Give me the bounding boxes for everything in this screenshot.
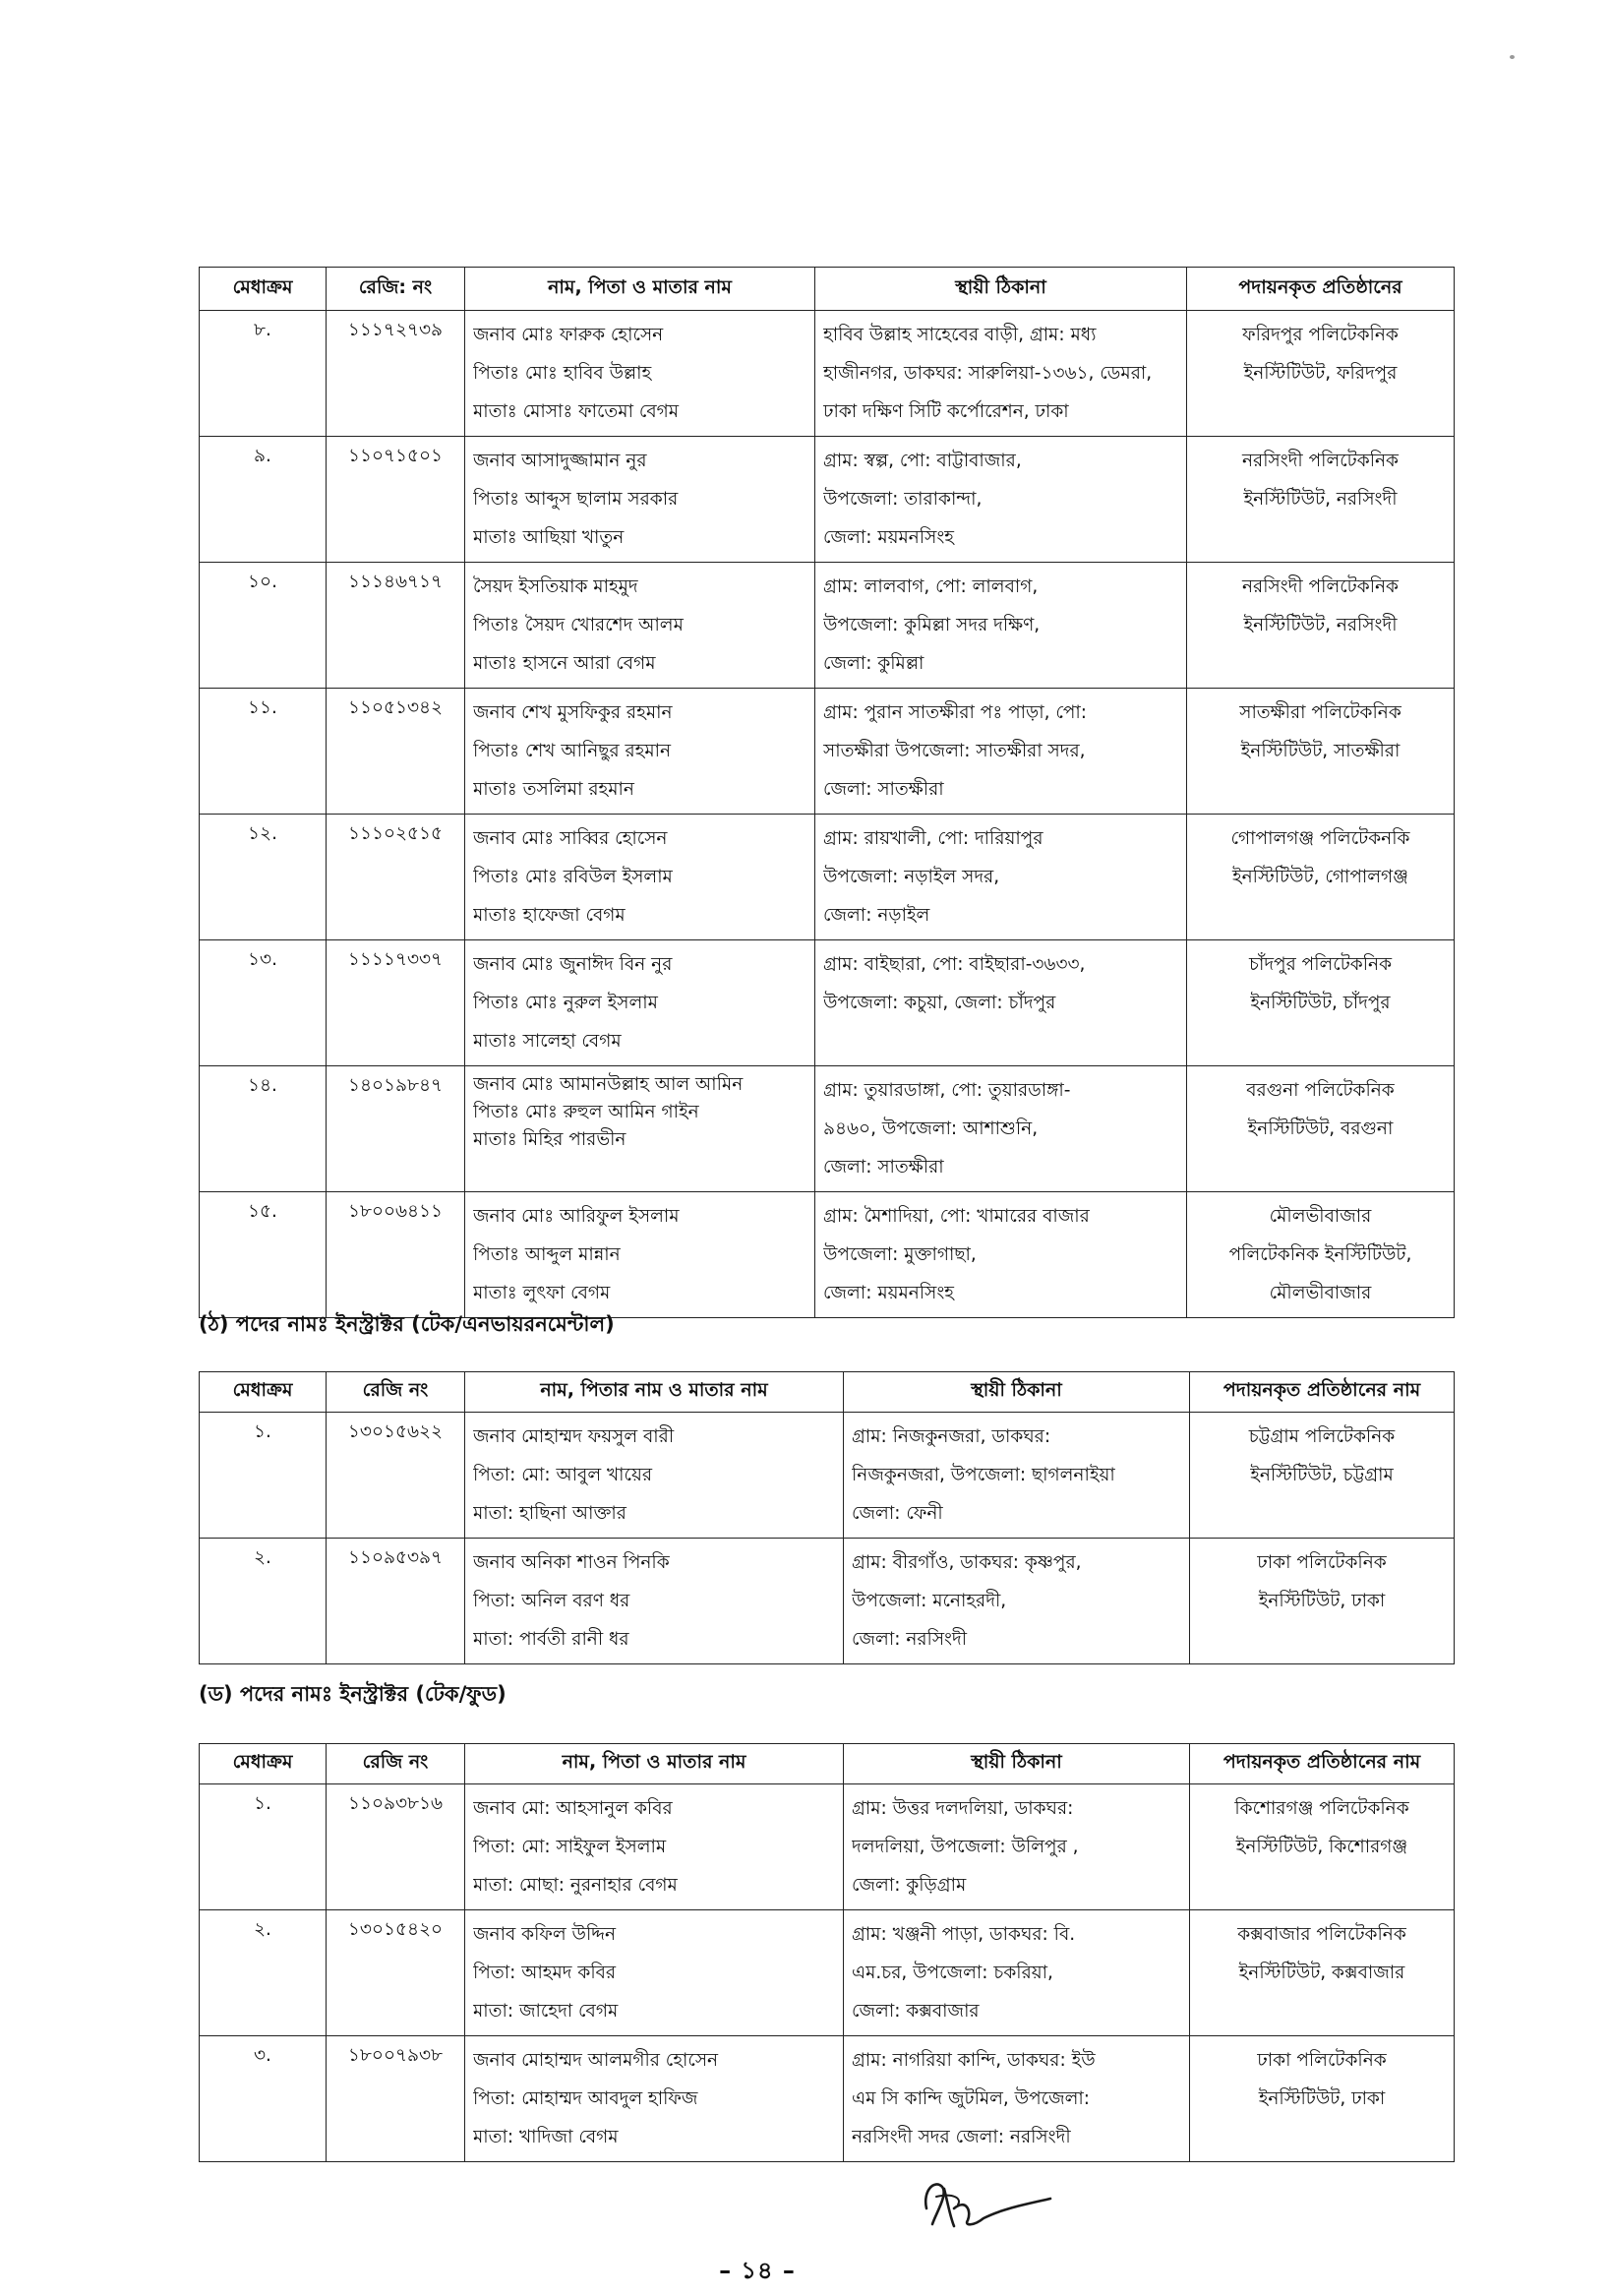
name-line: মাতাঃ লুৎফা বেগম	[473, 1283, 611, 1303]
table-row	[200, 1413, 1455, 1539]
name-line: পিতা: মোহাম্মদ আবদুল হাফিজ	[473, 2088, 698, 2109]
header-serial: মেধাক্রম	[200, 268, 327, 311]
posting-cell	[1190, 1910, 1455, 2036]
name-line: পিতা: অনিল বরণ ধর	[473, 1591, 630, 1611]
name-line: জনাব কফিল উদ্দিন	[473, 1924, 616, 1945]
posting-line: ইনস্টিটিউট, চাঁদপুর	[1250, 993, 1391, 1013]
name-cell	[465, 815, 815, 940]
address-line: জেলা: সাতক্ষীরা	[823, 779, 944, 800]
serial-cell: ১০.	[200, 563, 327, 689]
address-line: গ্রাম: রায়খালী, পো: দারিয়াপুর	[823, 828, 1044, 849]
name-line: পিতাঃ মোঃ নুরুল ইসলাম	[473, 993, 658, 1013]
table-header-row	[200, 1744, 1455, 1784]
section-title-food: (ড) পদের নামঃ ইনস্ট্রাক্টর (টেক/ফুড)	[199, 1682, 507, 1706]
address-cell	[815, 1066, 1187, 1192]
name-line: পিতাঃ মোঃ রবিউল ইসলাম	[473, 867, 673, 887]
reg-no-cell: ১১০৫১৩৪২	[327, 689, 465, 815]
posting-cell	[1187, 1192, 1455, 1318]
header-posting: পদায়নকৃত প্রতিষ্ঠানের নাম	[1190, 1372, 1455, 1413]
posting-line: ইনস্টিটিউট, ঢাকা	[1258, 1591, 1386, 1611]
table-row	[200, 1192, 1455, 1318]
posting-cell	[1187, 563, 1455, 689]
address-line: গ্রাম: উত্তর দলদলিয়া, ডাকঘর:	[852, 1798, 1074, 1819]
address-cell	[815, 689, 1187, 815]
table-row	[200, 2036, 1455, 2162]
posting-line: পলিটেকনিক ইনস্টিটিউট,	[1228, 1244, 1412, 1265]
posting-table-1	[199, 267, 1455, 1318]
table-row	[200, 689, 1455, 815]
name-line: জনাব মোঃ সাব্বির হোসেন	[473, 828, 668, 849]
header-reg-no: রেজি: নং	[327, 268, 465, 311]
posting-line: ঢাকা পলিটেকনিক	[1257, 2050, 1387, 2071]
name-line: মাতা: জাহেদা বেগম	[473, 2001, 619, 2022]
posting-cell	[1190, 1413, 1455, 1539]
address-line: নরসিংদী সদর জেলা: নরসিংদী	[852, 2127, 1071, 2147]
table-row	[200, 815, 1455, 940]
reg-no-cell: ১১১৪৬৭১৭	[327, 563, 465, 689]
address-line: উপজেলা: মনোহরদী,	[852, 1591, 1007, 1611]
address-line: জেলা: কুমিল্লা	[823, 653, 924, 674]
name-line: সৈয়দ ইসতিয়াক মাহমুদ	[473, 576, 638, 597]
name-line: জনাব মোহাম্মদ আলমগীর হোসেন	[473, 2050, 719, 2071]
address-line: গ্রাম: নিজকুনজরা, ডাকঘর:	[852, 1426, 1051, 1447]
address-cell	[815, 563, 1187, 689]
table-row	[200, 1784, 1455, 1910]
table-header-row	[200, 1372, 1455, 1413]
name-line: মাতাঃ তসলিমা রহমান	[473, 779, 634, 800]
header-serial: মেধাক্রম	[200, 1744, 327, 1784]
address-line: গ্রাম: তুয়ারডাঙ্গা, পো: তুয়ারডাঙ্গা-	[823, 1080, 1071, 1101]
address-line: ঢাকা দক্ষিণ সিটি কর্পোরেশন, ঢাকা	[823, 401, 1069, 422]
table-row	[200, 1066, 1455, 1192]
name-line: পিতাঃ শেখ আনিছুর রহমান	[473, 741, 672, 761]
posting-cell	[1187, 311, 1455, 437]
posting-line: মৌলভীবাজার	[1269, 1283, 1372, 1303]
name-cell	[465, 689, 815, 815]
name-cell	[465, 1192, 815, 1318]
serial-cell: ১১.	[200, 689, 327, 815]
name-line: মাতাঃ হাফেজা বেগম	[473, 905, 626, 926]
posting-cell	[1190, 2036, 1455, 2162]
name-cell	[465, 1066, 815, 1192]
name-line: জনাব মোঃ আমানউল্লাহ আল আমিন	[473, 1074, 744, 1095]
posting-line: কিশোরগঞ্জ পলিটেকনিক	[1234, 1798, 1409, 1819]
posting-line: ইনস্টিটিউট, সাতক্ষীরা	[1240, 741, 1401, 761]
posting-line: গোপালগঞ্জ পলিটেকনকি	[1230, 828, 1410, 849]
name-line: মাতাঃ মোসাঃ ফাতেমা বেগম	[473, 401, 680, 422]
address-line: উপজেলা: কচুয়া, জেলা: চাঁদপুর	[823, 993, 1056, 1013]
name-cell	[465, 940, 815, 1066]
posting-line: ঢাকা পলিটেকনিক	[1257, 1552, 1387, 1573]
reg-no-cell: ১১১৭২৭৩৯	[327, 311, 465, 437]
name-line: মাতাঃ আছিয়া খাতুন	[473, 527, 625, 548]
name-line: পিতা: মো: সাইফুল ইসলাম	[473, 1837, 667, 1857]
posting-cell	[1187, 940, 1455, 1066]
posting-line: ইনস্টিটিউট, ফরিদপুর	[1243, 363, 1398, 384]
address-cell	[815, 1192, 1187, 1318]
address-line: হাজীনগর, ডাকঘর: সারুলিয়া-১৩৬১, ডেমরা,	[823, 363, 1153, 384]
name-line: পিতাঃ মোঃ রুহুল আমিন গাইন	[473, 1102, 699, 1122]
name-line: জনাব অনিকা শাওন পিনকি	[473, 1552, 670, 1573]
serial-cell: ১৪.	[200, 1066, 327, 1192]
address-line: উপজেলা: কুমিল্লা সদর দক্ষিণ,	[823, 615, 1041, 635]
serial-cell: ২.	[200, 1539, 327, 1664]
address-cell	[815, 311, 1187, 437]
name-cell	[465, 1784, 844, 1910]
posting-line: চট্টগ্রাম পলিটেকনিক	[1248, 1426, 1396, 1447]
address-line: উপজেলা: মুক্তাগাছা,	[823, 1244, 977, 1265]
name-line: পিতাঃ আব্দুল মান্নান	[473, 1244, 621, 1265]
header-name: নাম, পিতার নাম ও মাতার নাম	[465, 1372, 844, 1413]
posting-line: ইনস্টিটিউট, নরসিংদী	[1243, 615, 1398, 635]
header-address: স্থায়ী ঠিকানা	[844, 1744, 1190, 1784]
name-line: জনাব শেখ মুসফিকুর রহমান	[473, 702, 673, 723]
address-cell	[844, 1784, 1190, 1910]
address-line: জেলা: কক্সবাজার	[852, 2001, 980, 2022]
header-posting: পদায়নকৃত প্রতিষ্ঠানের	[1187, 268, 1455, 311]
name-line: মাতাঃ হাসনে আরা বেগম	[473, 653, 656, 674]
posting-line: ইনস্টিটিউট, চট্টগ্রাম	[1250, 1465, 1394, 1485]
table-row	[200, 563, 1455, 689]
name-cell	[465, 1539, 844, 1664]
posting-cell	[1190, 1784, 1455, 1910]
address-line: এম সি কান্দি জুটমিল, উপজেলা:	[852, 2088, 1091, 2109]
serial-cell: ৮.	[200, 311, 327, 437]
section-title-environmental: (ঠ) পদের নামঃ ইনস্ট্রাক্টর (টেক/এনভায়রনমেন্টাল)	[199, 1312, 615, 1336]
header-serial: মেধাক্রম	[200, 1372, 327, 1413]
posting-cell	[1190, 1539, 1455, 1664]
address-cell	[815, 437, 1187, 563]
name-line: পিতা: আহমদ কবির	[473, 1963, 617, 1983]
address-line: গ্রাম: স্বল্প, পো: বাট্টাবাজার,	[823, 451, 1022, 471]
posting-line: বরগুনা পলিটেকনিক	[1246, 1080, 1395, 1101]
reg-no-cell: ১৩০১৫৬২২	[327, 1413, 465, 1539]
scan-speck	[1510, 55, 1515, 59]
serial-cell: ২.	[200, 1910, 327, 2036]
address-line: উপজেলা: নড়াইল সদর,	[823, 867, 1000, 887]
reg-no-cell: ১৪০১৯৮৪৭	[327, 1066, 465, 1192]
address-line: গ্রাম: নাগরিয়া কান্দি, ডাকঘর: ইউ	[852, 2050, 1096, 2071]
posting-line: ইনস্টিটিউট, নরসিংদী	[1243, 489, 1398, 510]
address-cell	[844, 2036, 1190, 2162]
header-posting: পদায়নকৃত প্রতিষ্ঠানের নাম	[1190, 1744, 1455, 1784]
reg-no-cell: ১৮০০৬৪১১	[327, 1192, 465, 1318]
posting-line: ইনস্টিটিউট, গোপালগঞ্জ	[1231, 867, 1408, 887]
name-cell	[465, 437, 815, 563]
address-line: জেলা: ময়মনসিংহ	[823, 527, 955, 548]
address-line: জেলা: ফেনী	[852, 1503, 943, 1524]
posting-line: নরসিংদী পলিটেকনিক	[1242, 451, 1399, 471]
posting-table-environmental	[199, 1371, 1455, 1664]
name-line: পিতাঃ সৈয়দ খোরশেদ আলম	[473, 615, 684, 635]
name-cell	[465, 1910, 844, 2036]
name-line: মাতাঃ মিহির পারভীন	[473, 1129, 626, 1150]
reg-no-cell: ১৮০০৭৯৩৮	[327, 2036, 465, 2162]
serial-cell: ১৩.	[200, 940, 327, 1066]
reg-no-cell: ১১১১৭৩৩৭	[327, 940, 465, 1066]
address-line: সাতক্ষীরা উপজেলা: সাতক্ষীরা সদর,	[823, 741, 1086, 761]
address-line: গ্রাম: বীরগাঁও, ডাকঘর: কৃষ্ণপুর,	[852, 1552, 1082, 1573]
posting-line: ইনস্টিটিউট, ঢাকা	[1258, 2088, 1386, 2109]
posting-cell	[1187, 1066, 1455, 1192]
posting-line: নরসিংদী পলিটেকনিক	[1242, 576, 1399, 597]
address-line: গ্রাম: খঞ্জনী পাড়া, ডাকঘর: বি.	[852, 1924, 1076, 1945]
serial-cell: ১.	[200, 1784, 327, 1910]
posting-line: ইনস্টিটিউট, কক্সবাজার	[1238, 1963, 1405, 1983]
header-address: স্থায়ী ঠিকানা	[815, 268, 1187, 311]
reg-no-cell: ১১১০২৫১৫	[327, 815, 465, 940]
name-cell	[465, 563, 815, 689]
reg-no-cell: ১১০৯৩৮১৬	[327, 1784, 465, 1910]
name-line: পিতা: মো: আবুল খায়ের	[473, 1465, 653, 1485]
address-line: গ্রাম: লালবাগ, পো: লালবাগ,	[823, 576, 1039, 597]
address-line: জেলা: সাতক্ষীরা	[823, 1157, 944, 1178]
header-address: স্থায়ী ঠিকানা	[844, 1372, 1190, 1413]
name-line: পিতাঃ আব্দুস ছালাম সরকার	[473, 489, 679, 510]
address-line: নিজকুনজরা, উপজেলা: ছাগলনাইয়া	[852, 1465, 1115, 1485]
address-cell	[815, 940, 1187, 1066]
signature	[915, 2169, 1062, 2238]
address-line: উপজেলা: তারাকান্দা,	[823, 489, 983, 510]
name-cell	[465, 1413, 844, 1539]
header-reg-no: রেজি নং	[327, 1744, 465, 1784]
serial-cell: ৩.	[200, 2036, 327, 2162]
address-cell	[844, 1539, 1190, 1664]
address-line: গ্রাম: পুরান সাতক্ষীরা পঃ পাড়া, পো:	[823, 702, 1088, 723]
table-header-row	[200, 268, 1455, 311]
address-line: হাবিব উল্লাহ সাহেবের বাড়ী, গ্রাম: মধ্য	[823, 325, 1097, 345]
posting-cell	[1187, 689, 1455, 815]
reg-no-cell: ১১০৭১৫০১	[327, 437, 465, 563]
name-cell	[465, 2036, 844, 2162]
posting-line: মৌলভীবাজার	[1269, 1206, 1372, 1227]
posting-cell	[1187, 815, 1455, 940]
page-number: – ১৪ –	[719, 2257, 796, 2284]
serial-cell: ৯.	[200, 437, 327, 563]
reg-no-cell: ১৩০১৫৪২০	[327, 1910, 465, 2036]
posting-table-food	[199, 1743, 1455, 2162]
table-row	[200, 437, 1455, 563]
posting-cell	[1187, 437, 1455, 563]
address-line: জেলা: কুড়িগ্রাম	[852, 1875, 967, 1896]
name-line: মাতা: হাছিনা আক্তার	[473, 1503, 626, 1524]
name-line: মাতা: পার্বতী রানী ধর	[473, 1629, 629, 1650]
name-line: জনাব আসাদুজ্জামান নুর	[473, 451, 647, 471]
posting-line: ইনস্টিটিউট, কিশোরগঞ্জ	[1235, 1837, 1408, 1857]
reg-no-cell: ১১০৯৫৩৯৭	[327, 1539, 465, 1664]
serial-cell: ১.	[200, 1413, 327, 1539]
header-reg-no: রেজি নং	[327, 1372, 465, 1413]
serial-cell: ১৫.	[200, 1192, 327, 1318]
table-row	[200, 1539, 1455, 1664]
name-line: পিতাঃ মোঃ হাবিব উল্লাহ	[473, 363, 652, 384]
name-line: মাতা: খাদিজা বেগম	[473, 2127, 619, 2147]
name-line: মাতাঃ সালেহা বেগম	[473, 1031, 622, 1052]
posting-line: ফরিদপুর পলিটেকনিক	[1242, 325, 1399, 345]
address-line: জেলা: নরসিংদী	[852, 1629, 968, 1650]
posting-line: ইনস্টিটিউট, বরগুনা	[1247, 1118, 1394, 1139]
address-line: দলদলিয়া, উপজেলা: উলিপুর ,	[852, 1837, 1079, 1857]
name-line: জনাব মোহাম্মদ ফয়সুল বারী	[473, 1426, 675, 1447]
name-line: জনাব মোঃ আরিফুল ইসলাম	[473, 1206, 680, 1227]
address-line: জেলা: নড়াইল	[823, 905, 930, 926]
header-name: নাম, পিতা ও মাতার নাম	[465, 1744, 844, 1784]
address-line: গ্রাম: মৈশাদিয়া, পো: খামারের বাজার	[823, 1206, 1090, 1227]
table-row	[200, 311, 1455, 437]
header-name: নাম, পিতা ও মাতার নাম	[465, 268, 815, 311]
table-row	[200, 1910, 1455, 2036]
name-line: জনাব মোঃ জুনাঈদ বিন নুর	[473, 954, 673, 975]
address-line: জেলা: ময়মনসিংহ	[823, 1283, 955, 1303]
posting-line: কক্সবাজার পলিটেকনিক	[1237, 1924, 1406, 1945]
name-line: জনাব মোঃ ফারুক হোসেন	[473, 325, 664, 345]
address-cell	[844, 1413, 1190, 1539]
posting-line: সাতক্ষীরা পলিটেকনিক	[1239, 702, 1401, 723]
table-row	[200, 940, 1455, 1066]
name-line: জনাব মো: আহসানুল কবির	[473, 1798, 673, 1819]
address-line: এম.চর, উপজেলা: চকরিয়া,	[852, 1963, 1053, 1983]
address-line: ৯৪৬০, উপজেলা: আশাশুনি,	[823, 1118, 1039, 1139]
posting-line: চাঁদপুর পলিটেকনিক	[1248, 954, 1393, 975]
address-cell	[815, 815, 1187, 940]
name-line: মাতা: মোছা: নুরনাহার বেগম	[473, 1875, 678, 1896]
address-line: গ্রাম: বাইছারা, পো: বাইছারা-৩৬৩৩,	[823, 954, 1086, 975]
address-cell	[844, 1910, 1190, 2036]
serial-cell: ১২.	[200, 815, 327, 940]
name-cell	[465, 311, 815, 437]
